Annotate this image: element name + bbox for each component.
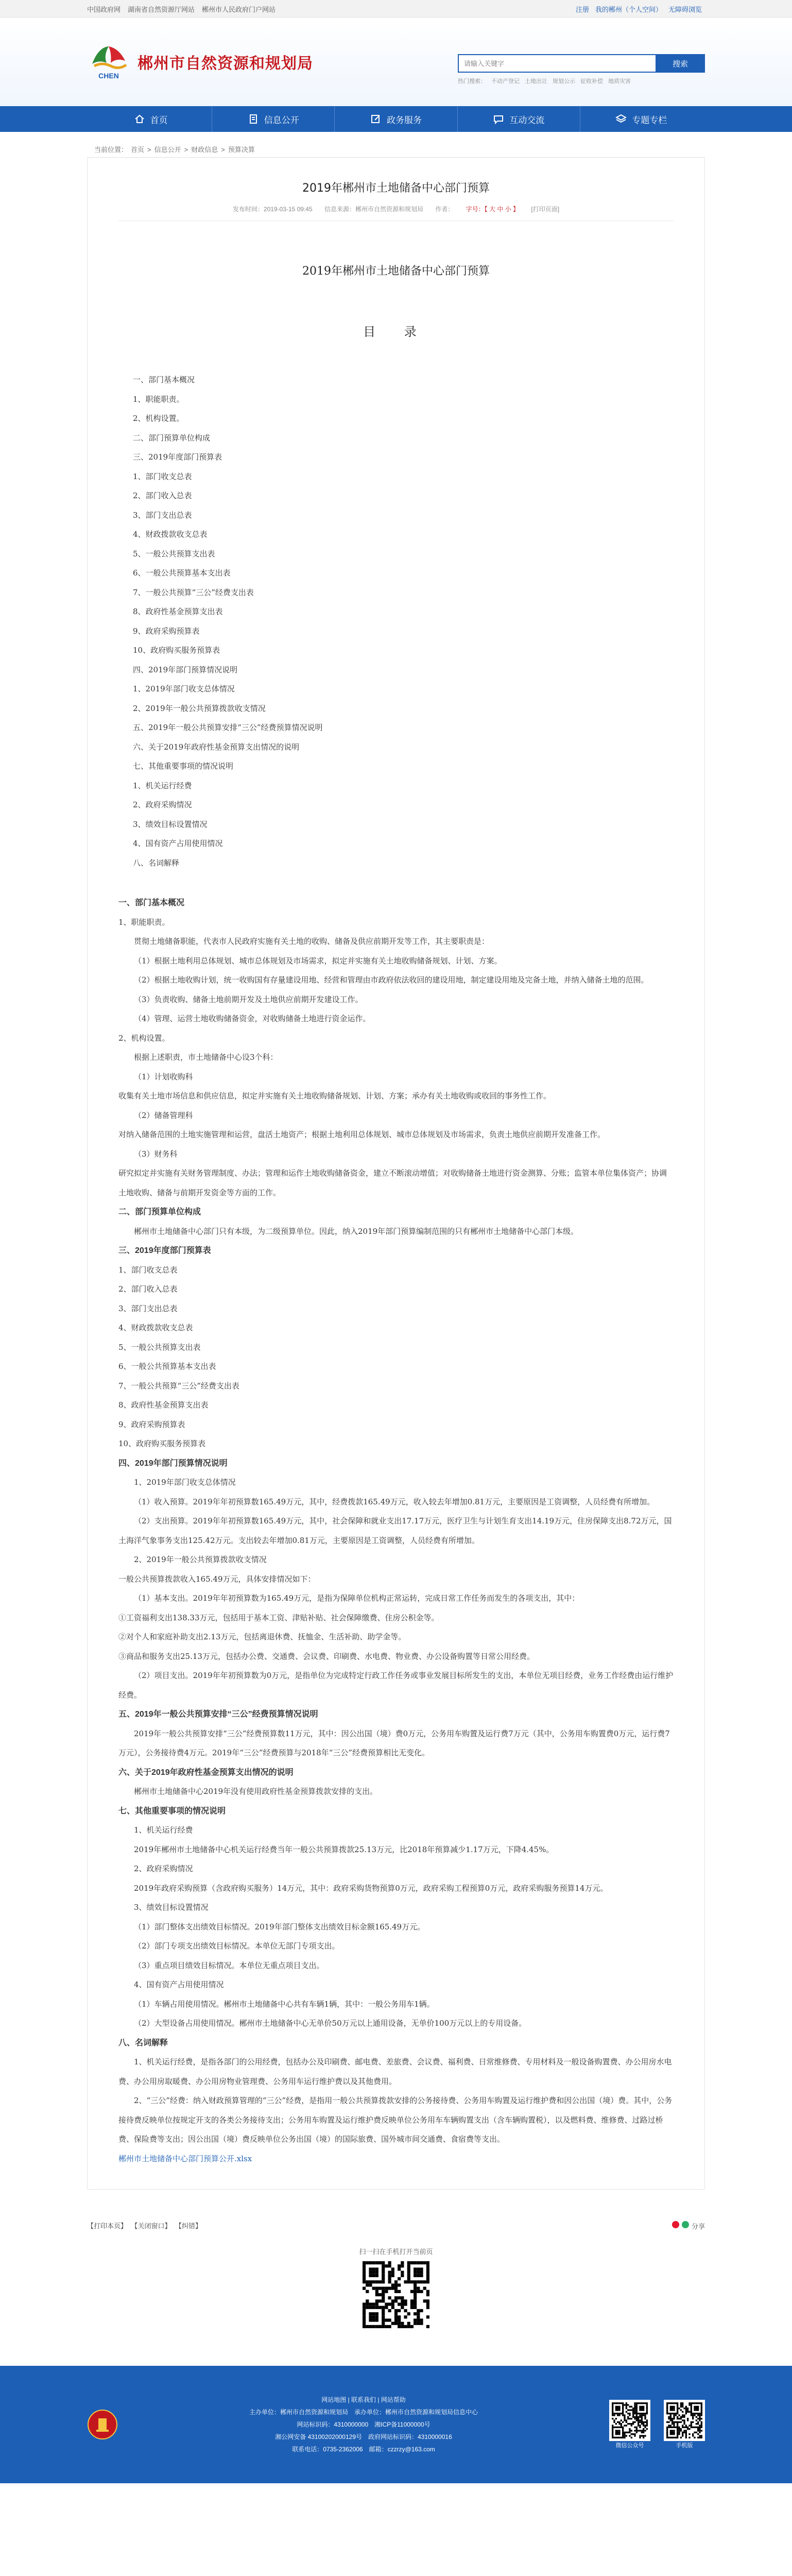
paragraph: 研究拟定并实施有关财务管理制度、办法；管理和运作土地收购储备资金，建立不断滚动增值；对收购储备土地进行资金测算、分账；监管本单位集体资产；协调土地收购、储备与前期开发资金等方面的工作。 (118, 1168, 667, 1197)
nav-label: 专题专栏 (632, 115, 667, 125)
paragraph: 4、国有资产占用使用情况 (134, 1980, 224, 1989)
print-link[interactable]: [打印页面] (531, 206, 560, 213)
footer-qr-box (609, 2400, 650, 2441)
toc-item[interactable]: 1、职能职责。 (133, 394, 184, 404)
party-emblem-icon[interactable] (87, 2409, 118, 2440)
paragraph: （1）根据土地利用总体规划、城市总体规划及市场需求，拟定并实施有关土地收购储备规划、计划、方案。 (134, 956, 502, 965)
article (87, 158, 705, 2190)
paragraph: 7、一般公共预算“三公”经费支出表 (118, 1381, 239, 1391)
toc-item[interactable]: 四、2019年部门预算情况说明 (133, 665, 238, 674)
qr-code (612, 2402, 648, 2438)
paragraph: 郴州市土地储备中心2019年没有使用政府性基金预算拨款安排的支出。 (134, 1787, 378, 1796)
toc-item[interactable]: 8、政府性基金预算支出表 (133, 607, 223, 616)
paragraph: （1）计划收购科 (134, 1072, 193, 1081)
paragraph: 2019年政府采购预算（含政府购买服务）14万元，其中：政府采购货物预算0万元，政府采购工程预算0万元，政府采购服务预算14万元。 (134, 1883, 608, 1893)
author: 作者： (435, 206, 454, 213)
paragraph: 3、绩效目标设置情况 (134, 1903, 209, 1912)
table-of-contents (118, 370, 674, 873)
article-title: 2019年郴州市土地储备中心部门预算 (302, 182, 490, 195)
search-area (458, 54, 705, 85)
breadcrumb-item: 当前位置： (94, 146, 128, 154)
paragraph: 1、机关运行经费 (134, 1825, 193, 1835)
font-size-switch[interactable]: 字号：【 大 中 小 】 (466, 206, 520, 213)
site-title: 郴州市自然资源和规划局 (137, 55, 313, 73)
footer-qr (609, 2400, 650, 2449)
article-body (118, 893, 674, 2168)
breadcrumb (87, 141, 705, 158)
paragraph: （1）基本支出。2019年年初预算数为165.49万元，是指为保障单位机构正常运转，完成日常工作任务而发生的各项支出，其中： (134, 1594, 580, 1603)
paragraph: 根据上述职责，市土地储备中心设3个科： (134, 1053, 278, 1062)
section-heading: 五、2019年一般公共预算安排“三公”经费预算情况说明 (118, 1710, 318, 1719)
logo-icon (87, 40, 130, 83)
layers-icon (615, 113, 627, 125)
breadcrumb-item: > (184, 146, 188, 154)
toc-heading: 目 录 (363, 325, 429, 339)
paragraph: 2、2019年一般公共预算拨款收支情况 (134, 1555, 267, 1564)
paragraph: （2）储备管理科 (134, 1110, 193, 1120)
toc-item[interactable]: 三、2019年度部门预算表 (133, 452, 222, 462)
toc-item[interactable]: 2、机构设置。 (133, 414, 184, 423)
section-heading: 一、部门基本概况 (118, 899, 185, 907)
paragraph: 2019年一般公共预算安排“三公”经费预算数11万元，其中：因公出国（境）费0万元，公务用车购置及运行费7万元（其中，公务用车购置费0万元，运行费7万元），公务接待费4万元。2019年“三公”经费预算与2018年“三公”经费预算相比无变化。 (118, 1728, 670, 1757)
toc-item[interactable]: 3、绩效目标设置情况 (133, 819, 208, 829)
footer-qr-codes (609, 2400, 705, 2449)
attachment-link[interactable]: 郴州市土地储备中心部门预算公开.xlsx (118, 2154, 252, 2163)
paragraph: 6、一般公共预算基本支出表 (118, 1362, 216, 1371)
paragraph: 2、政府采购情况 (134, 1864, 193, 1873)
info-source: 信息来源：郴州市自然资源和规划局 (324, 206, 424, 213)
toc-item[interactable]: 五、2019年一般公共预算安排“三公”经费预算情况说明 (133, 723, 323, 732)
paragraph: （1）收入预算。2019年年初预算数165.49万元，其中，经费拨款165.49万元，收入较去年增加0.81万元，主要原因是工资调整，人员经费有所增加。 (134, 1497, 655, 1506)
section-heading: 六、关于2019年政府性基金预算支出情况的说明 (118, 1768, 294, 1777)
paragraph: （3）重点项目绩效目标情况。本单位无重点项目支出。 (134, 1960, 324, 1970)
toc-item[interactable]: 六、关于2019年政府性基金预算支出情况的说明 (133, 742, 300, 752)
publish-date: 发布时间：2019-03-15 09:45 (232, 206, 313, 213)
paragraph: 1、部门收支总表 (118, 1265, 178, 1275)
paragraph: 2019年郴州市土地储备中心机关运行经费当年一般公共预算拨款25.13万元，比2018年预算减少1.17万元，下降4.45%。 (134, 1844, 554, 1854)
paragraph: （1）车辆占用使用情况。郴州市土地储备中心共有车辆1辆，其中：一般公务用车1辆。 (134, 1999, 435, 2009)
footer (0, 2366, 792, 2483)
paragraph: 收集有关土地市场信息和供应信息，拟定并实施有关土地收购储备规划、计划、方案；承办有关土地收购或收回的事务性工作。 (118, 1091, 552, 1100)
nav-label: 政务服务 (387, 115, 422, 125)
hot-word[interactable]: 地质灾害 (608, 78, 631, 84)
section-heading: 二、部门预算单位构成 (118, 1208, 201, 1216)
hot-word[interactable]: 征收补偿 (580, 78, 603, 84)
section-heading: 七、其他重要事项的情况说明 (118, 1806, 226, 1816)
toc-item[interactable]: 2、政府采购情况 (133, 800, 192, 809)
toc-item[interactable]: 1、机关运行经费 (133, 781, 192, 790)
footer-line: 网站标识码：4310000000 湘ICP备11000000号 (297, 2421, 431, 2428)
top-links-left (87, 4, 283, 14)
breadcrumb-item[interactable]: 财政信息 (191, 146, 218, 154)
breadcrumb-item[interactable]: 信息公开 (154, 146, 181, 154)
toc-item[interactable]: 5、一般公共预算支出表 (133, 549, 215, 558)
header (0, 18, 792, 106)
toc-item[interactable]: 2、部门收入总表 (133, 491, 192, 500)
paragraph: 2、机构设置。 (118, 1033, 170, 1043)
paragraph: 贯彻土地储备职能，代表市人民政府实施有关土地的收购、储备及供应前期开发等工作，其主要职责是： (134, 937, 490, 946)
toc-item[interactable]: 七、其他重要事项的情况说明 (133, 761, 234, 771)
article-meta (118, 205, 674, 221)
toc-item[interactable]: 4、国有资产占用使用情况 (133, 839, 223, 848)
toc-item[interactable]: 4、财政拨款收支总表 (133, 530, 208, 539)
toc-item[interactable]: 二、部门预算单位构成 (133, 433, 211, 443)
nav-item-3[interactable] (458, 106, 580, 132)
breadcrumb-item[interactable]: 首页 (131, 146, 145, 154)
edit-icon (370, 113, 382, 125)
paragraph: 2、“三公”经费：纳入财政预算管理的“三公”经费，是指用一般公共预算拨款安排的公务接待费、公务用车购置及运行维护费和因公出国（境）费。其中，公务接待费反映单位按规定开支的各类公务接待支出；公务用车购置及运行维护费反映单位公务用车车辆购置支出（含车辆购置税），以及燃料费、维修费、过路过桥费、保险费等支出；因公出国（境）费反映单位公务出国（境）的国际旅费、国外城市间交通费、食宿费等支出。 (118, 2096, 673, 2144)
paragraph: ③商品和服务支出25.13万元，包括办公费、交通费、会议费、印刷费、水电费、物业费、办公设备购置等日常公用经费。 (118, 1651, 535, 1661)
tool-link[interactable]: 【纠错】 (178, 2222, 202, 2230)
breadcrumb-item[interactable]: 预算决算 (228, 146, 255, 154)
footer-qr-box (664, 2400, 705, 2441)
toc-item[interactable]: 1、部门收支总表 (133, 471, 192, 481)
section-heading: 八、名词解释 (118, 2038, 168, 2047)
qr-section (0, 2246, 792, 2330)
nav-label: 互动交流 (509, 115, 545, 125)
share-area (672, 2221, 705, 2231)
paragraph: ②对个人和家庭补助支出2.13万元，包括离退休费、抚恤金、生活补助、助学金等。 (118, 1632, 406, 1641)
paragraph: 对纳入储备范围的土地实施管理和运营，盘活土地资产；根据土地利用总体规划、城市总体规划及市场需求，负责土地供应前期开发准备工作。 (118, 1130, 606, 1139)
top-link[interactable]: 湖南省自然资源厅网站 (128, 5, 195, 13)
toc-item[interactable]: 2、2019年一般公共预算拨款收支情况 (133, 703, 266, 713)
top-links-right (573, 4, 705, 14)
paragraph: （2）根据土地收购计划，统一收购国有存量建设用地、经营和管理由市政府依法收回的建设用地，制定建设用地及完备土地，并纳入储备土地的范围。 (134, 975, 649, 985)
top-link[interactable]: 郴州市人民政府门户网站 (202, 5, 276, 13)
search-button[interactable]: 搜索 (656, 54, 705, 73)
footer-qr (664, 2400, 705, 2449)
hot-word[interactable]: 规划公示 (553, 78, 575, 84)
paragraph: （3）财务科 (134, 1149, 178, 1159)
nav-item-2[interactable] (335, 106, 457, 132)
qr-code (666, 2402, 702, 2438)
top-link-right[interactable]: 注册 (575, 5, 589, 13)
paragraph: （1）部门整体支出绩效目标情况。2019年部门整体支出绩效目标金额165.49万元。 (134, 1922, 425, 1931)
paragraph: （2）支出预算。2019年年初预算数165.49万元，其中，社会保障和就业支出17.17万元，医疗卫生与计划生育支出14.19万元，住房保障支出8.72万元，国土海洋气象事务支出125.42万元。支出较去年增加0.81万元，主要原因是工资调整，人员经费有所增加。 (118, 1516, 672, 1545)
weibo-icon[interactable] (672, 2221, 680, 2229)
share-label: 分享 (691, 2223, 705, 2230)
toc-item[interactable]: 3、部门支出总表 (133, 510, 192, 520)
paragraph: 5、一般公共预算支出表 (118, 1342, 201, 1352)
document-icon (248, 113, 259, 125)
qr-caption: 扫一扫在手机打开当前页 (359, 2248, 433, 2256)
footer-qr-label: 手机版 (676, 2443, 693, 2449)
tool-link[interactable]: 【关闭窗口】 (134, 2222, 171, 2230)
chat-icon (493, 113, 504, 125)
footer-line: 网站地图 | 联系我们 | 网站帮助 (321, 2396, 406, 2403)
paragraph: 3、部门支出总表 (118, 1303, 178, 1313)
paragraph: 4、财政拨款收支总表 (118, 1323, 193, 1332)
paragraph: 9、政府采购预算表 (118, 1419, 185, 1429)
breadcrumb-item: > (221, 146, 225, 154)
paragraph: 8、政府性基金预算支出表 (118, 1400, 209, 1410)
paragraph: （3）负责收购、储备土地前期开发及土地供应前期开发建设工作。 (134, 994, 363, 1004)
article-tools (87, 2221, 705, 2231)
paragraph: 一般公共预算拨款收入165.49万元，具体安排情况如下： (118, 1574, 316, 1584)
footer-line: 主办单位：郴州市自然资源和规划局 承办单位：郴州市自然资源和规划局信息中心 (249, 2409, 478, 2416)
paragraph: 郴州市土地储备中心部门只有本级，为二级预算单位。因此，纳入2019年部门预算编制范围的只有郴州市土地储备中心部门本级。 (134, 1226, 579, 1236)
toc-item[interactable]: 9、政府采购预算表 (133, 626, 200, 636)
paragraph: 1、2019年部门收支总体情况 (134, 1478, 236, 1487)
toc-item[interactable]: 一、部门基本概况 (133, 375, 195, 384)
paragraph: （2）部门专项支出绩效目标情况。本单位无部门专项支出。 (134, 1941, 340, 1951)
toc-item[interactable]: 八、名词解释 (133, 858, 180, 868)
attachment-line (118, 2149, 674, 2169)
paragraph: （2）大型设备占用使用情况。郴州市土地储备中心无单价50万元以上通用设备，无单价100万元以上的专用设备。 (134, 2019, 527, 2028)
top-link[interactable]: 中国政府网 (87, 5, 121, 13)
section-heading: 四、2019年部门预算情况说明 (118, 1459, 228, 1468)
top-bar (0, 0, 792, 18)
site-logo[interactable] (87, 40, 313, 83)
logo-text: CHEN (98, 72, 119, 80)
toc-item[interactable]: 6、一般公共预算基本支出表 (133, 568, 231, 578)
top-link-right[interactable]: 无障碍浏览 (668, 5, 702, 13)
search-input[interactable] (458, 54, 656, 73)
nav-item-1[interactable] (212, 106, 335, 132)
paragraph: 2、部门收入总表 (118, 1284, 178, 1294)
paragraph: （4）管理、运营土地收购储备资金，对收购储备土地进行资金运作。 (134, 1014, 371, 1023)
footer-line: 湘公网安备 43100202000129号 政府网站标识码：4310000016 (275, 2433, 452, 2441)
paragraph: ①工资福利支出138.33万元，包括用于基本工资、津贴补贴、社会保障缴费、住房公积金等。 (118, 1613, 439, 1622)
nav-item-0[interactable] (90, 106, 212, 132)
hot-word[interactable]: 不动产登记 (491, 78, 520, 84)
top-link-right[interactable]: 我的郴州（个人空间） (595, 5, 662, 13)
paragraph: 1、职能职责。 (118, 917, 170, 927)
toc-item[interactable]: 7、一般公共预算“三公”经费支出表 (133, 587, 254, 597)
paragraph: 10、政府购买服务预算表 (118, 1439, 206, 1448)
footer-qr-label: 微信公众号 (615, 2443, 644, 2449)
document-title: 2019年郴州市土地储备中心部门预算 (302, 265, 490, 278)
page-qr-code (363, 2261, 429, 2328)
hot-word[interactable]: 土地出让 (525, 78, 547, 84)
toc-item[interactable]: 1、2019年部门收支总体情况 (133, 684, 235, 693)
paragraph: 1、机关运行经费，是指各部门的公用经费，包括办公及印刷费、邮电费、差旅费、会议费、福利费、日常维修费、专用材料及一般设备购置费、办公用房水电费、办公用房取暖费、办公用房物业管理费、公务用车运行维护费以及其他费用。 (118, 2057, 672, 2086)
toc-item[interactable]: 10、政府购买服务预算表 (133, 646, 220, 655)
section-heading: 三、2019年度部门预算表 (118, 1246, 211, 1255)
tool-link[interactable]: 【打印本页】 (87, 2222, 128, 2230)
footer-line: 联系电话：0735-2362006 邮箱：czzrzy@163.com (292, 2446, 435, 2453)
footer-info (118, 2394, 609, 2455)
breadcrumb-item: > (147, 146, 151, 154)
hot-word: 热门搜索： (458, 78, 486, 84)
wechat-icon[interactable] (681, 2221, 690, 2229)
hot-words (458, 77, 705, 85)
main-nav (0, 106, 792, 132)
nav-item-4[interactable] (580, 106, 702, 132)
nav-label: 首页 (150, 115, 168, 125)
nav-label: 信息公开 (264, 115, 299, 125)
paragraph: （2）项目支出。2019年年初预算数为0万元，是指单位为完成特定行政工作任务或事业发展目标所发生的支出，本单位无项目经费，业务工作经费由运行维护经费。 (118, 1671, 674, 1700)
home-icon (134, 113, 145, 125)
